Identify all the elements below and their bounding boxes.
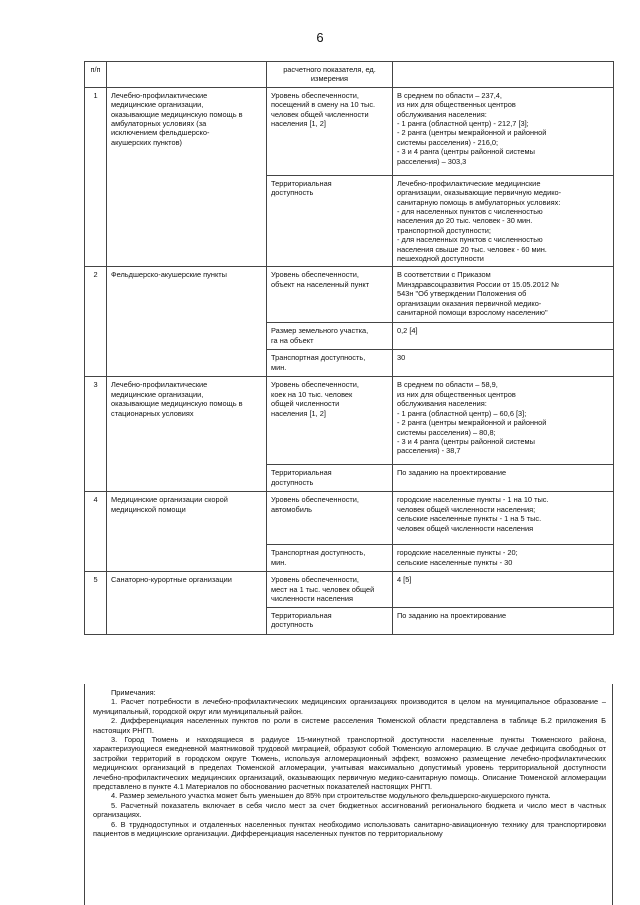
indicator-label: Уровень обеспеченности, автомобиль — [267, 492, 393, 545]
table-row — [85, 87, 614, 175]
indicator-value: 30 — [393, 350, 614, 377]
indicator-label: Уровень обеспеченности, мест на 1 тыс. человек общей численности населения — [267, 572, 393, 607]
table-row — [85, 572, 614, 607]
row-number: 2 — [85, 267, 107, 377]
indicator-label: Транспортная доступность, мин. — [267, 545, 393, 572]
indicator-value: По заданию на проектирование — [393, 465, 614, 492]
indicator-label: Уровень обеспеченности, коек на 10 тыс. человек общей численности населения [1, 2] — [267, 377, 393, 465]
header-object — [107, 62, 267, 88]
table-row — [85, 492, 614, 545]
indicator-value: городские населенные пункты - 1 на 10 тыс. человек общей численности населения; сельские населенные пункты - 1 на 5 тыс. человек общей численности населения — [393, 492, 614, 545]
header-indicator: расчетного показателя, ед. измерения — [267, 62, 393, 88]
indicator-label: Территориальная доступность — [267, 175, 393, 267]
indicator-label: Уровень обеспеченности, посещений в смену на 10 тыс. человек общей численности населения [1, 2] — [267, 87, 393, 175]
facility-name: Лечебно-профилактические медицинские организации, оказывающие медицинскую помощь в стационарных условиях — [107, 377, 267, 492]
facility-name: Фельдшерско-акушерские пункты — [107, 267, 267, 377]
note-item: 2. Дифференциация населенных пунктов по роли в системе расселения Тюменской области представлена в таблице Б.2 приложения Б настоящих РНГП. — [93, 716, 606, 735]
indicator-label: Размер земельного участка, га на объект — [267, 323, 393, 350]
facility-name: Санаторно-курортные организации — [107, 572, 267, 634]
indicator-label: Транспортная доступность, мин. — [267, 350, 393, 377]
indicator-value: По заданию на проектирование — [393, 607, 614, 634]
indicator-value: 4 [5] — [393, 572, 614, 607]
page-number: 6 — [316, 30, 324, 45]
row-number: 4 — [85, 492, 107, 572]
row-number: 1 — [85, 87, 107, 267]
note-item: 5. Расчетный показатель включает в себя число мест за счет бюджетных ассигнований регионального бюджета и число мест в частных организациях. — [93, 800, 606, 820]
facility-name: Лечебно-профилактические медицинские организации, оказывающие медицинскую помощь в амбулаторных условиях (за исключением фельдшерско- акушерских пунктов) — [107, 87, 267, 267]
table-row — [85, 267, 614, 323]
indicator-value: В среднем по области – 58,9, из них для общественных центров обслуживания населения: - 1 ранга (областной центр) – 60,6 [3]; - 2 ранга (центры межрайонной и районной системы расселения) – 80,8; - 3 и 4 ранга (центры районной системы расселения) - 38,7 — [393, 377, 614, 465]
header-value — [393, 62, 614, 88]
table-header-row — [85, 62, 614, 88]
facility-name: Медицинские организации скорой медицинской помощи — [107, 492, 267, 572]
note-item: 1. Расчет потребности в лечебно-профилактических медицинских организациях производится в целом на муниципальное образование – муниципальный, городской округ или муниципальный район. — [93, 697, 606, 716]
note-item: 4. Размер земельного участка может быть уменьшен до 85% при строительстве модульного фельдшерско-акушерского пункта. — [111, 791, 551, 801]
notes-title: Примечания: — [111, 688, 156, 697]
indicator-value: Лечебно-профилактические медицинские организации, оказывающие первичную медико- санитарную помощь в амбулаторных условиях: - для населенных пунктов с численностью населения до 20 тыс. человек - 30 мин. транспортной доступности; - для населенных пунктов с численностью населения свыше 20 тыс. человек - 60 мин. пешеходной доступности — [393, 175, 614, 267]
indicator-label: Уровень обеспеченности, объект на населенный пункт — [267, 267, 393, 323]
indicator-value: городские населенные пункты - 20; сельские населенные пункты - 30 — [393, 545, 614, 572]
indicator-value: В соответствии с Приказом Минздравсоцразвития России от 15.05.2012 № 543н "Об утверждении Положения об организации оказания первичной медико- санитарной помощи взрослому населению" — [393, 267, 614, 323]
notes-section — [84, 684, 613, 905]
indicator-label: Территориальная доступность — [267, 607, 393, 634]
standards-table — [84, 61, 614, 635]
note-item: 6. В труднодоступных и отдаленных населенных пунктах необходимо использовать санитарно-авиационную технику для транспортировки пациентов в медицинские организации. Дифференциация населенных пунктов по территориальному — [93, 819, 606, 839]
note-item: 3. Город Тюмень и находящиеся в радиусе 15-минутной транспортной доступности населенные пункты Тюменского района, характеризующиеся ежедневной маятниковой трудовой миграцией, образуют собой Тюменскую агломерацию. В случае дефицита свободных от застройки территорий в городском округе Тюмень, используя агломерационный эффект, возможно размещение лечебно-профилактических медицинских организаций в пределах Тюменской агломерации, учитывая максимально допустимый уровень территориальной доступности лечебно-профилактических медицинских организаций, оказывающих первичную медико-санитарную помощь. Описание Тюменской агломерации представлено в пункте 4.1 Материалов по обоснованию расчетных показателей настоящих РНГП. — [93, 735, 606, 792]
header-number: п/п — [85, 62, 107, 88]
indicator-value: В среднем по области – 237,4, из них для общественных центров обслуживания населения: - 1 ранга (областной центр) - 212,7 [3]; - 2 ранга (центры межрайонной и районной системы расселения) - 216,0; - 3 и 4 ранга (центры районной системы расселения) – 303,3 — [393, 87, 614, 175]
indicator-value: 0,2 [4] — [393, 323, 614, 350]
indicator-label: Территориальная доступность — [267, 465, 393, 492]
table-row — [85, 377, 614, 465]
row-number: 3 — [85, 377, 107, 492]
row-number: 5 — [85, 572, 107, 634]
